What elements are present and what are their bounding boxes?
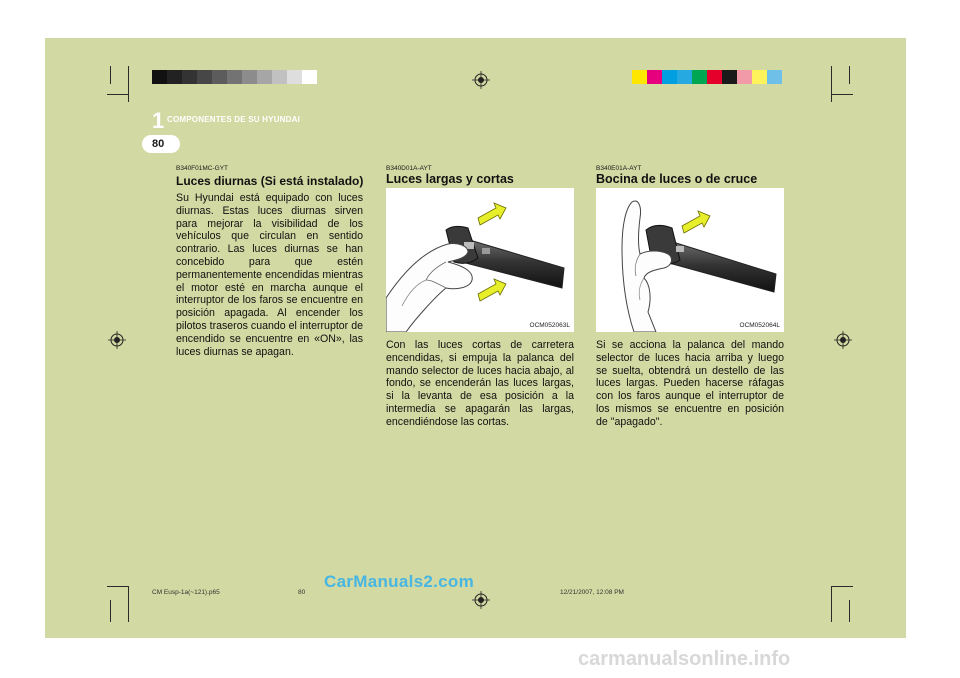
- lever-push-illustration: [386, 188, 574, 332]
- grey-swatch: [257, 70, 272, 84]
- section-body: Su Hyundai está equipado con luces diurnas. Estas luces diurnas sirven para mejorar la visibilidad de los vehículos que circulan en sentido contrario. Las luces diurnas se han concebido para que estén permanentemente encendidas mientras el motor esté en marcha aunque el interruptor de los faros se encuentre en posición apagada. Al encender los pilotos traseros cuando el interruptor de encendido se encuentre en «ON», las luces diurnas se apagan.: [176, 192, 363, 358]
- site-watermark: carmanualsonline.info: [578, 648, 791, 670]
- section-code: B340F01MC-GYT: [176, 165, 229, 172]
- grey-swatch: [167, 70, 182, 84]
- section-heading: Bocina de luces o de cruce: [596, 172, 758, 186]
- color-swatch: [767, 70, 782, 84]
- color-swatch: [677, 70, 692, 84]
- color-swatch: [647, 70, 662, 84]
- watermark-link[interactable]: CarManuals2.com: [324, 572, 474, 591]
- color-swatch: [722, 70, 737, 84]
- color-swatch: [692, 70, 707, 84]
- grey-swatch: [302, 70, 317, 84]
- section-body: Si se acciona la palanca del mando selector de luces hacia arriba y luego se suelta, obtendrá un destello de las luces largas. Pueden hacerse ráfagas con los faros aunque el interruptor de los mismos se encuentre en posición de "apagado".: [596, 339, 784, 428]
- grey-swatch: [242, 70, 257, 84]
- grey-swatch: [212, 70, 227, 84]
- section-heading: Luces largas y cortas: [386, 172, 514, 186]
- grey-swatch: [182, 70, 197, 84]
- registration-mark-icon: [472, 71, 490, 89]
- crop-mark: [107, 586, 128, 587]
- crop-mark: [849, 66, 850, 84]
- color-calibration-bar: [632, 70, 782, 84]
- color-swatch: [752, 70, 767, 84]
- grey-swatch: [152, 70, 167, 84]
- crop-mark: [107, 94, 128, 95]
- crop-mark: [849, 600, 850, 622]
- registration-mark-icon: [834, 331, 852, 349]
- crop-mark: [128, 66, 129, 102]
- crop-mark: [110, 600, 111, 622]
- section-code: B340D01A-AYT: [386, 165, 432, 172]
- footer-page: 80: [298, 589, 306, 596]
- registration-mark-icon: [108, 331, 126, 349]
- section-body: Con las luces cortas de carretera encendidas, si empuja la palanca del mando selector de luces hacia abajo, al fondo, se encenderán las luces largas, si la levanta de esa posición a la intermedia se apagarán las largas, encendiéndose las cortas.: [386, 339, 574, 428]
- grayscale-calibration-bar: [152, 70, 317, 84]
- image-code: OCM052064L: [739, 322, 780, 329]
- section-heading: Luces diurnas (Si está instalado): [176, 174, 364, 188]
- grey-swatch: [287, 70, 302, 84]
- grey-swatch: [227, 70, 242, 84]
- color-swatch: [632, 70, 647, 84]
- color-swatch: [662, 70, 677, 84]
- crop-mark: [831, 586, 853, 587]
- registration-mark-icon: [472, 591, 490, 609]
- grey-swatch: [197, 70, 212, 84]
- page-background: [45, 38, 906, 638]
- section-code: B340E01A-AYT: [596, 165, 642, 172]
- page-number: 80: [152, 138, 165, 150]
- crop-mark: [128, 586, 129, 622]
- crop-mark: [110, 66, 111, 84]
- footer-filename: CM Eusp-1a(~121).p65: [152, 589, 220, 596]
- chapter-title: COMPONENTES DE SU HYUNDAI: [167, 115, 301, 124]
- crop-mark: [831, 94, 853, 95]
- chapter-number: 1: [152, 108, 165, 133]
- lever-flash-illustration: [596, 188, 784, 332]
- color-swatch: [707, 70, 722, 84]
- finger-pulling-lever-illustration-icon: [596, 188, 784, 332]
- image-code: OCM052063L: [529, 322, 570, 329]
- crop-mark: [831, 66, 832, 102]
- footer-datetime: 12/21/2007, 12:08 PM: [560, 589, 624, 596]
- grey-swatch: [272, 70, 287, 84]
- hand-pushing-lever-illustration-icon: [386, 188, 574, 332]
- color-swatch: [737, 70, 752, 84]
- crop-mark: [831, 586, 832, 622]
